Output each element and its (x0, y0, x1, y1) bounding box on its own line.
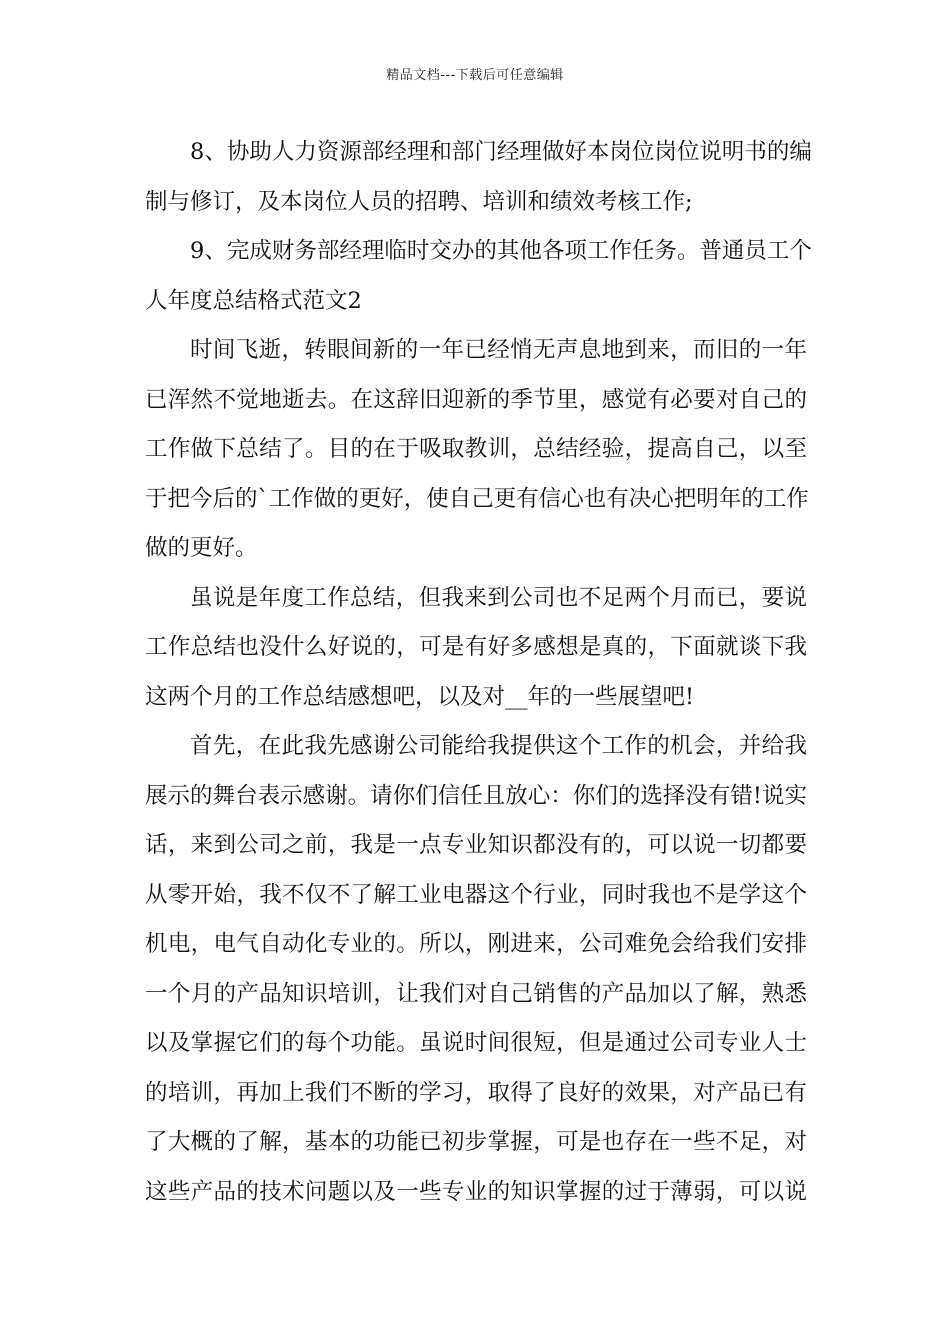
paragraph-3-line-2: 已浑然不觉地逝去。在这辞旧迎新的季节里，感觉有必要对自己的 (145, 386, 807, 413)
paragraph-5-line-2: 展示的舞台表示感谢。请你们信任且放心：你们的选择没有错!说实 (145, 782, 807, 809)
paragraph-5-line-1: 首先，在此我先感谢公司能给我提供这个工作的机会，并给我 (190, 733, 807, 759)
paragraph-5-line-6: 一个月的产品知识培训，让我们对自己销售的产品加以了解，熟悉 (145, 980, 807, 1007)
paragraph-4-line-2: 工作总结也没什么好说的，可是有好多感想是真的，下面就谈下我 (145, 634, 807, 660)
paragraph-4-line-3: 这两个月的工作总结感想吧，以及对__年的一些展望吧! (145, 683, 695, 710)
paragraph-5-line-7: 以及掌握它们的每个功能。虽说时间很短，但是通过公司专业人士 (145, 1030, 807, 1056)
paragraph-5-line-3: 话，来到公司之前，我是一点专业知识都没有的，可以说一切都要 (145, 832, 807, 858)
paragraph-2-line-2: 人年度总结格式范文2 (145, 287, 362, 314)
paragraph-3-line-4: 于把今后的`工作做的更好，使自己更有信心也有决心把明年的工作 (145, 485, 809, 512)
paragraph-1-line-1: 8、协助人力资源部经理和部门经理做好本岗位岗位说明书的编 (190, 139, 812, 165)
paragraph-2-line-1: 9、完成财务部经理临时交办的其他各项工作任务。普通员工个 (190, 238, 812, 264)
document-body (145, 128, 812, 1217)
paragraph-3-line-5: 做的更好。 (145, 535, 258, 561)
paragraph-5-line-4: 从零开始，我不仅不了解工业电器这个行业，同时我也不是学这个 (145, 881, 807, 908)
page-header: 精品文档---下载后可任意编辑 (386, 68, 564, 83)
paragraph-3-line-1: 时间飞逝，转眼间新的一年已经悄无声息地到来，而旧的一年 (190, 337, 807, 363)
paragraph-5-line-8: 的培训，再加上我们不断的学习，取得了良好的效果，对产品已有 (145, 1079, 807, 1106)
paragraph-5-line-9: 了大概的了解，基本的功能已初步掌握，可是也存在一些不足，对 (145, 1129, 807, 1155)
paragraph-5-line-5: 机电，电气自动化专业的。所以，刚进来，公司难免会给我们安排 (145, 931, 807, 957)
paragraph-4-line-1: 虽说是年度工作总结，但我来到公司也不足两个月而已，要说 (190, 584, 807, 611)
paragraph-1-line-2: 制与修订，及本岗位人员的招聘、培训和绩效考核工作; (145, 188, 693, 215)
paragraph-5-line-10: 这些产品的技术问题以及一些专业的知识掌握的过于薄弱，可以说 (145, 1178, 807, 1205)
paragraph-3-line-3: 工作做下总结了。目的在于吸取教训，总结经验，提高自己，以至 (145, 436, 807, 462)
